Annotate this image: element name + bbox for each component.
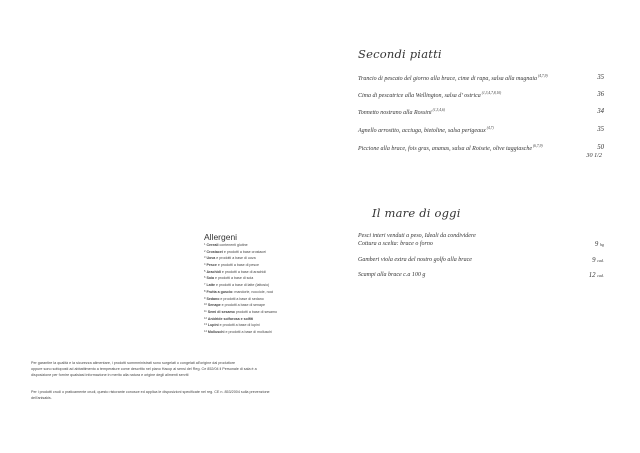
note-anisakis-line2: dell'anisakis. <box>31 395 52 400</box>
allergen-item <box>204 290 277 297</box>
allergen-name: Cereali <box>206 243 219 248</box>
allergen-number: 13 <box>204 323 207 327</box>
dish-price: 36 <box>597 91 604 98</box>
mare-price: 9 cad. <box>592 257 604 264</box>
allergen-desc: e prodotti a base di arachidi <box>220 269 266 274</box>
dish-allergens: (6,7,9) <box>532 144 543 148</box>
dish-price: 34 <box>597 108 604 115</box>
allergen-name: Crostacei <box>206 249 223 254</box>
mare-price: 12 cad. <box>588 272 604 279</box>
allergen-item <box>204 263 277 270</box>
dish-allergens: (1,3,4,6) <box>432 108 445 112</box>
allergen-number: 3 <box>204 256 206 260</box>
secondi-title: Secondi piatti <box>358 47 442 61</box>
allergen-name: Uova <box>206 256 216 261</box>
dish-allergens: (4,7,9) <box>538 74 548 78</box>
dish-price-half: 30 1/2 <box>586 152 602 159</box>
allergen-item <box>204 243 277 250</box>
allergen-item <box>204 330 277 337</box>
allergen-name: Sedano <box>206 296 220 301</box>
allergen-number: 8 <box>204 289 206 293</box>
allergen-desc: e prodotti a base di pesce <box>216 263 260 268</box>
allergen-number: 1 <box>204 243 206 246</box>
dish-price: 50 <box>597 144 604 151</box>
allergen-name: Molluschi <box>207 330 225 335</box>
mare-intro-price: 9 hg <box>594 241 604 248</box>
allergen-name: Soia <box>206 276 215 281</box>
allergen-number: 7 <box>204 283 206 287</box>
allergen-desc: e prodotti a base di molluschi <box>224 330 273 335</box>
allergen-desc: e prodotti a base crostacei <box>222 249 266 254</box>
allergen-item <box>204 323 277 330</box>
allergen-number: 5 <box>204 269 206 273</box>
note-haccp <box>31 361 321 378</box>
allergeni-list <box>204 243 277 337</box>
dish-allergens: (1,3,4,7,8,10) <box>481 91 502 95</box>
allergen-item <box>204 283 277 290</box>
note-anisakis <box>31 390 321 402</box>
allergen-desc: e prodotti a base di sedano <box>219 296 264 301</box>
mare-title: Il mare di oggi <box>372 206 461 220</box>
dish-name: Piccione alla brace, fois gras, ananas, salsa al Roiseie, olive taggiasche$^{(6,7,9)}$ <box>358 144 543 152</box>
allergen-number: 6 <box>204 276 206 280</box>
allergen-item <box>204 310 277 317</box>
allergen-name: Semi di sesamo <box>207 310 235 315</box>
mare-intro <box>358 232 476 248</box>
dish-name: Tonnetto nostrano alla Rossini$^{(1,3,4,6)}$ <box>358 108 445 116</box>
note-haccp-line1: Per garantire la qualità e la sicurezza alimentare, i prodotti sommministrati sono surgelati o congelati all'origine dal produttore <box>31 361 236 365</box>
dish-name: Trancio di pescato del giorno alla brace, cime di rapa, salsa alla mugnaia$^{(4,7,9)}$ <box>358 74 548 82</box>
allergeni-title: Allergeni <box>204 232 238 242</box>
dish-price: 35 <box>597 74 604 81</box>
allergen-number: 12 <box>204 316 207 320</box>
allergen-number: 9 <box>204 296 206 300</box>
dish-name: Agnello arrostito, acciuga, bietoline, salsa perigeaux$^{(4,7)}$ <box>358 126 494 134</box>
allergen-item <box>204 303 277 310</box>
note-anisakis-line1: Per i prodotti crudi o praticamente crudi, questo ristorante conosce ed applica le disposizioni specificate nel reg. CE n. 853/2004 sulla prevenzione <box>31 390 270 394</box>
allergen-name: Lupini <box>207 323 219 328</box>
allergen-name: Senape <box>207 303 221 308</box>
allergen-name: Arachidi <box>206 269 221 274</box>
allergen-name: Frutta a guscio: <box>206 290 234 294</box>
allergen-name: Pesce <box>206 263 217 268</box>
allergen-name: Anidride solforosa e solfiti <box>207 316 254 321</box>
allergen-desc: e prodotti a base di uova <box>215 256 256 261</box>
allergen-number: 11 <box>204 309 207 313</box>
allergen-desc: e prodotti a base di lupini <box>218 323 260 328</box>
allergen-desc: contenenti glutine <box>218 243 248 248</box>
dish-name: Cima di pescatrice alla Wellington, salsa d’ ostrica$^{(1,3,4,7,8,10)}$ <box>358 91 502 99</box>
mare-intro-line2: Cottura a scelta: brace o forno <box>358 241 433 247</box>
allergen-number: 2 <box>204 249 206 253</box>
allergen-number: 4 <box>204 263 206 267</box>
allergen-desc: prodotti a base di sesamo <box>234 310 278 315</box>
dish-allergens: (4,7) <box>486 126 494 130</box>
mare-name: Gamberi viola extra del nostro golfo alla brace <box>358 257 472 263</box>
mare-name: Scampi alla brace c.a 100 g <box>358 272 426 278</box>
note-haccp-line2: oppure sono sottoposti ad abbattimento a temperature come descritto nel piano Haccp ai sensi del Reg. Ce 852/04 il Personale di sala è a <box>31 366 257 371</box>
allergen-desc: e prodotti a base di senape <box>220 303 266 308</box>
allergen-number: 10 <box>204 303 207 307</box>
dish-price: 35 <box>597 126 604 133</box>
allergen-desc: e prodotti a base di latte (lattosio) <box>215 283 270 288</box>
allergen-name: Latte <box>206 283 216 288</box>
allergen-desc: e prodotti a base di soia <box>214 276 254 281</box>
allergen-desc: mandorle, nocciole, noci <box>233 290 274 294</box>
allergen-number: 14 <box>204 329 207 333</box>
mare-intro-line1: Pesci interi venduti a peso, Ideali da condividere <box>358 233 476 239</box>
note-haccp-line3: disposizione per fornire qualsiasi informazione in merito alla natura e origine degli alimenti serviti <box>31 372 189 377</box>
